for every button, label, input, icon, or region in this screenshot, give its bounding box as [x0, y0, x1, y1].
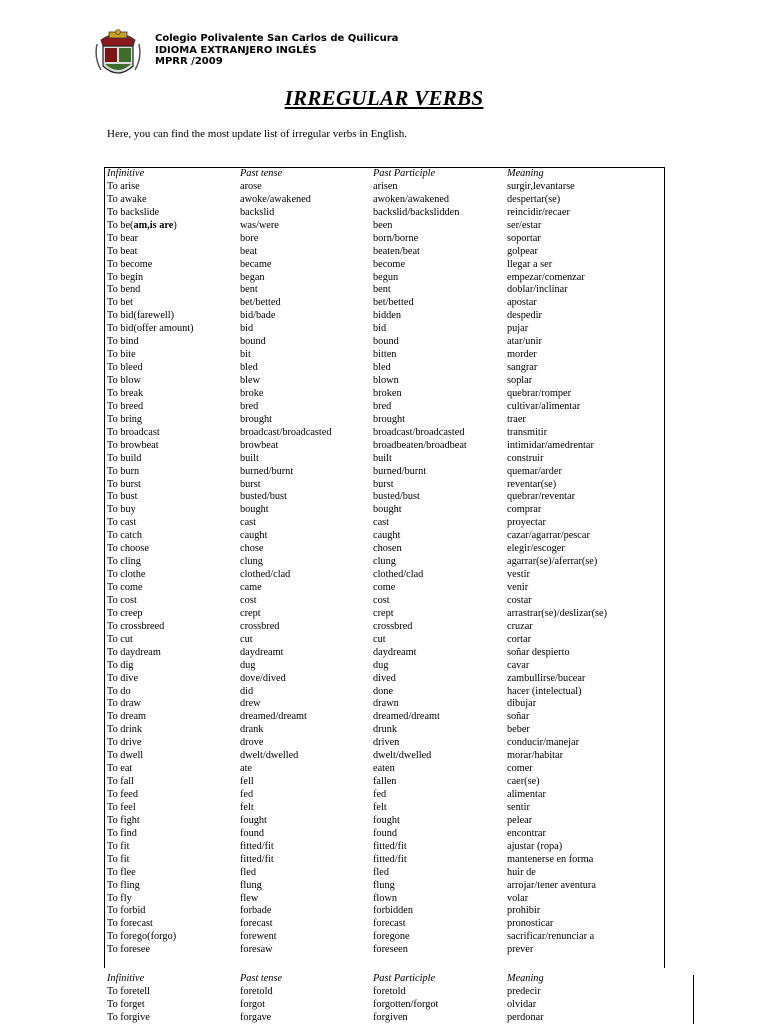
infinitive-cell: To bet	[107, 297, 133, 309]
meaning-cell: cazar/agarrar/pescar	[507, 530, 590, 542]
meaning-cell: alimentar	[507, 789, 546, 800]
past-tense-cell: chose	[240, 543, 264, 555]
past-participle-cell: dwelt/dwelled	[373, 750, 432, 762]
past-tense-cell: fell	[240, 776, 254, 788]
meaning-cell: quebrar/reventar	[507, 491, 576, 503]
meaning-cell: sentir	[507, 801, 530, 813]
meaning-cell: volar	[507, 892, 529, 904]
past-tense-cell: forgave	[240, 1011, 272, 1023]
meaning-cell: sacrificar/renunciar a	[507, 931, 595, 943]
past-participle-cell: blown	[373, 375, 399, 386]
meaning-cell: ser/estar	[507, 219, 542, 231]
infinitive-cell: To cling	[107, 556, 141, 568]
infinitive-cell: To bite	[107, 349, 136, 361]
meaning-cell: atar/unir	[507, 336, 542, 348]
past-tense-cell: was/were	[240, 219, 279, 231]
meaning-cell: comprar	[507, 504, 542, 516]
infinitive-text: To be(	[107, 219, 134, 231]
past-participle-cell: born/borne	[373, 232, 419, 244]
infinitive-cell: To cut	[107, 633, 133, 645]
infinitive-cell: To bid(farewell)	[107, 310, 175, 322]
past-participle-cell: fallen	[373, 776, 397, 788]
column-header: Meaning	[507, 168, 544, 179]
past-tense-cell: browbeat	[240, 439, 279, 451]
past-participle-cell: forbidden	[373, 905, 414, 917]
past-tense-cell: bid	[240, 323, 254, 335]
meaning-cell: quemar/arder	[507, 465, 562, 477]
infinitive-cell: To bid(offer amount)	[107, 323, 194, 335]
meaning-cell: reincidir/recaer	[507, 206, 570, 218]
past-tense-cell: ate	[240, 763, 253, 775]
infinitive-cell: To dream	[107, 711, 147, 723]
intro-text: Here, you can find the most update list of irregular verbs in English.	[107, 128, 407, 140]
meaning-cell: transmitir	[507, 426, 548, 438]
infinitive-cell: To feel	[107, 801, 136, 813]
infinitive-cell: To bind	[107, 336, 139, 348]
past-tense-cell: brought	[240, 413, 273, 425]
meaning-cell: intimidar/amedrentar	[507, 439, 594, 451]
past-tense-cell: fled	[240, 866, 257, 878]
meaning-cell: zambullirse/bucear	[507, 672, 586, 684]
past-tense-cell: bred	[240, 400, 259, 412]
infinitive-cell: To bring	[107, 413, 143, 425]
past-participle-cell: beaten/beat	[373, 245, 420, 257]
past-participle-cell: cast	[373, 517, 390, 529]
meaning-cell: pronosticar	[507, 918, 554, 930]
infinitive-cell: To cost	[107, 594, 137, 606]
school-info	[155, 33, 475, 68]
department: IDIOMA EXTRANJERO INGLÉS	[155, 44, 317, 56]
past-participle-cell: dreamed/dreamt	[373, 711, 440, 723]
meaning-cell: predecir	[507, 985, 541, 997]
past-participle-cell: felt	[373, 801, 387, 813]
past-tense-cell: busted/bust	[240, 491, 287, 503]
infinitive-cell: To eat	[107, 763, 133, 775]
past-participle-cell: built	[373, 452, 392, 464]
past-participle-cell: arisen	[373, 180, 398, 192]
meaning-cell: encontrar	[507, 827, 546, 839]
meaning-cell: pelear	[507, 814, 533, 826]
past-tense-cell: drove	[240, 737, 264, 749]
meaning-cell: quebrar/romper	[507, 387, 572, 399]
past-tense-cell: came	[240, 582, 262, 593]
infinitive-cell: To broadcast	[107, 426, 160, 438]
past-participle-cell: broken	[373, 387, 402, 399]
infinitive-cell: To dig	[107, 659, 134, 671]
meaning-cell: dibujar	[507, 698, 537, 710]
past-tense-cell: awoke/awakened	[240, 193, 311, 205]
infinitive-cell: To foretell	[107, 985, 151, 997]
infinitive-cell: To bust	[107, 491, 138, 503]
meaning-cell: cultivar/alimentar	[507, 400, 581, 412]
meaning-cell: sangrar	[507, 362, 538, 374]
infinitive-cell: To blow	[107, 375, 141, 386]
infinitive-cell: To forget	[107, 998, 145, 1010]
infinitive-cell: To burst	[107, 478, 141, 490]
past-participle-cell: brought	[373, 413, 406, 425]
infinitive-cell: To dive	[107, 672, 139, 684]
infinitive-cell: To come	[107, 582, 143, 593]
past-tense-cell: caught	[240, 530, 268, 542]
meaning-cell: cavar	[507, 659, 530, 671]
past-participle-cell: fitted/fit	[373, 853, 407, 865]
past-tense-cell: crept	[240, 607, 261, 619]
meaning-cell: olvidar	[507, 998, 537, 1010]
past-participle-cell: clothed/clad	[373, 569, 424, 581]
past-tense-cell: bid/bade	[240, 310, 276, 322]
infinitive-cell: To buy	[107, 504, 136, 516]
past-tense-cell: dove/dived	[240, 672, 286, 684]
past-tense-cell: daydreamt	[240, 646, 284, 658]
past-participle-cell: done	[373, 685, 394, 697]
past-participle-cell: bound	[373, 336, 399, 348]
past-tense-cell: foresaw	[240, 944, 273, 956]
past-participle-cell: foretold	[373, 985, 406, 997]
meaning-cell: soplar	[507, 375, 533, 386]
past-tense-cell: flung	[240, 879, 262, 891]
meaning-cell: llegar a ser	[507, 258, 553, 270]
past-tense-cell: burst	[240, 478, 261, 490]
past-participle-cell: come	[373, 582, 396, 593]
infinitive-cell: To fit	[107, 840, 130, 852]
meaning-cell: golpear	[507, 245, 538, 257]
meaning-cell: soñar	[507, 711, 530, 723]
past-tense-cell: bent	[240, 284, 258, 296]
meaning-cell: vestir	[507, 569, 530, 581]
past-participle-cell: dug	[373, 659, 389, 671]
meaning-cell: ajustar (ropa)	[507, 840, 563, 852]
infinitive-cell: To forecast	[107, 918, 153, 930]
meaning-cell: soñar despierto	[507, 646, 570, 658]
infinitive-cell: To begin	[107, 271, 144, 283]
infinitive-cell: To burn	[107, 465, 140, 477]
past-tense-cell: beat	[240, 245, 258, 257]
infinitive-cell: To clothe	[107, 569, 146, 581]
infinitive-cell: To forgive	[107, 1011, 150, 1023]
infinitive-cell: To awake	[107, 193, 147, 205]
meaning-cell: beber	[507, 724, 530, 736]
infinitive-cell: To feed	[107, 789, 139, 800]
past-tense-cell: bet/betted	[240, 297, 281, 309]
meaning-cell: arrastrar(se)/deslizar(se)	[507, 607, 608, 619]
infinitive-cell: To bear	[107, 232, 139, 244]
column-header: Infinitive	[107, 973, 145, 984]
meaning-cell: conducir/manejar	[507, 737, 580, 749]
infinitive-cell: To arise	[107, 180, 140, 192]
infinitive-cell: To bend	[107, 284, 141, 296]
column-header: Past Participle	[373, 973, 436, 984]
infinitive-cell: To bleed	[107, 362, 143, 374]
infinitive-cell: To do	[107, 685, 131, 697]
past-tense-cell: bought	[240, 504, 269, 516]
meaning-cell: despertar(se)	[507, 193, 561, 205]
past-tense-cell: forecast	[240, 918, 273, 930]
past-participle-cell: bidden	[373, 310, 402, 322]
infinitive-cell: To crossbreed	[107, 620, 165, 632]
infinitive-cell: To choose	[107, 543, 149, 555]
meaning-cell: perdonar	[507, 1011, 544, 1023]
meaning-cell: morar/habitar	[507, 750, 564, 762]
past-tense-cell: drank	[240, 724, 264, 736]
past-participle-cell: become	[373, 258, 406, 270]
past-tense-cell: fed	[240, 789, 254, 800]
past-participle-cell: drawn	[373, 698, 399, 710]
meaning-cell: apostar	[507, 297, 537, 309]
school-crest-logo	[95, 26, 141, 82]
margin-rule	[693, 975, 694, 1024]
past-participle-cell: bitten	[373, 349, 397, 361]
meaning-cell: cortar	[507, 633, 532, 645]
infinitive-cell: To foresee	[107, 944, 151, 956]
past-tense-cell: forbade	[240, 905, 272, 917]
past-tense-cell: bound	[240, 336, 266, 348]
past-participle-cell: cut	[373, 633, 386, 645]
meaning-cell: construir	[507, 452, 544, 464]
past-participle-cell: foreseen	[373, 944, 408, 956]
past-tense-cell: dug	[240, 659, 256, 671]
meaning-cell: despedir	[507, 310, 542, 322]
past-tense-cell: fitted/fit	[240, 840, 274, 852]
infinitive-cell	[107, 220, 177, 233]
past-participle-cell: backslid/backslidden	[373, 206, 460, 218]
past-participle-cell: begun	[373, 271, 399, 283]
meaning-cell: comer	[507, 763, 533, 775]
meaning-cell: surgir,levantarse	[507, 180, 575, 192]
meaning-cell: pujar	[507, 323, 529, 335]
past-participle-cell: eaten	[373, 763, 395, 775]
infinitive-cell: To forbid	[107, 905, 146, 917]
past-tense-cell: began	[240, 271, 265, 283]
meaning-cell: huir de	[507, 866, 536, 878]
infinitive-cell: To fall	[107, 776, 135, 788]
past-participle-cell: crossbred	[373, 620, 413, 632]
past-tense-cell: cast	[240, 517, 257, 529]
meaning-cell: mantenerse en forma	[507, 853, 594, 865]
past-participle-cell: fought	[373, 814, 400, 826]
infinitive-cell: To cast	[107, 517, 137, 529]
past-participle-cell: burned/burnt	[373, 465, 427, 477]
past-tense-cell: bit	[240, 349, 251, 361]
meaning-cell: cruzar	[507, 620, 533, 632]
infinitive-cell: To become	[107, 258, 153, 270]
past-tense-cell: forgot	[240, 998, 265, 1010]
past-tense-cell: flew	[240, 892, 259, 904]
infinitive-cell: To catch	[107, 530, 143, 542]
meaning-cell: elegir/escoger	[507, 543, 565, 555]
meaning-cell: empezar/comenzar	[507, 271, 585, 283]
past-participle-cell: caught	[373, 530, 401, 542]
past-tense-cell: built	[240, 452, 259, 464]
meaning-cell: reventar(se)	[507, 478, 557, 490]
infinitive-cell: To dwell	[107, 750, 144, 762]
column-header: Past Participle	[373, 168, 436, 179]
page-title: IRREGULAR VERBS	[284, 86, 484, 110]
infinitive-cell: To flee	[107, 866, 136, 878]
meaning-cell: prever	[507, 944, 534, 956]
past-tense-cell: broadcast/broadcasted	[240, 426, 332, 438]
infinitive-cell: To browbeat	[107, 439, 159, 451]
past-participle-cell: broadcast/broadcasted	[373, 426, 465, 438]
document-code: MPRR /2009	[155, 56, 223, 67]
column-header: Infinitive	[107, 168, 145, 179]
infinitive-tail: )	[173, 219, 177, 231]
infinitive-cell: To drive	[107, 737, 142, 749]
past-participle-cell: clung	[373, 556, 396, 568]
infinitive-cell: To find	[107, 827, 137, 839]
past-participle-cell: broadbeaten/broadbeat	[373, 439, 467, 451]
past-tense-cell: broke	[240, 387, 264, 399]
infinitive-cell: To break	[107, 387, 144, 399]
past-participle-cell: been	[373, 219, 393, 231]
infinitive-cell: To backslide	[107, 206, 160, 218]
past-tense-cell: fought	[240, 814, 267, 826]
meaning-cell: soportar	[507, 232, 541, 244]
past-participle-cell: chosen	[373, 543, 402, 555]
past-participle-cell: bet/betted	[373, 297, 414, 309]
past-tense-cell: cost	[240, 594, 257, 606]
infinitive-cell: To fling	[107, 879, 140, 891]
past-tense-cell: did	[240, 685, 254, 697]
meaning-cell: caer(se)	[507, 776, 540, 788]
past-participle-cell: found	[373, 827, 398, 839]
past-tense-cell: bore	[240, 232, 259, 244]
meaning-cell: traer	[507, 413, 526, 425]
past-participle-cell: driven	[373, 737, 400, 749]
past-tense-cell: found	[240, 827, 265, 839]
meaning-cell: agarrar(se)/aferrar(se)	[507, 556, 598, 568]
infinitive-cell: To beat	[107, 245, 138, 257]
past-participle-cell: foregone	[373, 931, 410, 943]
meaning-cell: morder	[507, 349, 537, 361]
meaning-cell: costar	[507, 594, 532, 606]
past-participle-cell: bled	[373, 362, 391, 374]
meaning-cell: venir	[507, 582, 529, 593]
meaning-cell: prohibir	[507, 905, 541, 917]
past-tense-cell: became	[240, 258, 272, 270]
past-tense-cell: burned/burnt	[240, 465, 294, 477]
past-tense-cell: dwelt/dwelled	[240, 750, 299, 762]
infinitive-cell: To creep	[107, 607, 143, 619]
infinitive-cell: To draw	[107, 698, 141, 710]
meaning-cell: hacer (intelectual)	[507, 685, 582, 697]
meaning-cell: arrojar/tener aventura	[507, 879, 596, 891]
past-tense-cell: drew	[240, 698, 261, 710]
past-tense-cell: crossbred	[240, 620, 280, 632]
past-participle-cell: bent	[373, 284, 391, 296]
past-participle-cell: bid	[373, 323, 387, 335]
past-participle-cell: flung	[373, 879, 395, 891]
past-participle-cell: burst	[373, 478, 394, 490]
past-tense-cell: bled	[240, 362, 258, 374]
past-tense-cell: forewent	[240, 931, 277, 943]
past-participle-cell: forecast	[373, 918, 406, 930]
past-tense-cell: cut	[240, 633, 253, 645]
infinitive-cell: To build	[107, 452, 142, 464]
past-participle-cell: forgiven	[373, 1011, 408, 1023]
past-participle-cell: busted/bust	[373, 491, 420, 503]
past-tense-cell: clothed/clad	[240, 569, 291, 581]
past-participle-cell: daydreamt	[373, 646, 417, 658]
past-participle-cell: bred	[373, 400, 392, 412]
past-tense-cell: clung	[240, 556, 263, 568]
infinitive-cell: To daydream	[107, 646, 161, 658]
column-header: Past tense	[240, 168, 283, 179]
past-tense-cell: dreamed/dreamt	[240, 711, 307, 723]
past-participle-cell: fled	[373, 866, 390, 878]
past-participle-cell: cost	[373, 594, 390, 606]
infinitive-forms: am,is are	[133, 219, 174, 231]
school-name: Colegio Polivalente San Carlos de Quilicura	[155, 33, 399, 44]
past-tense-cell: felt	[240, 801, 254, 813]
past-participle-cell: bought	[373, 504, 402, 516]
infinitive-cell: To fit	[107, 853, 130, 865]
infinitive-cell: To fly	[107, 892, 132, 904]
infinitive-cell: To breed	[107, 400, 144, 412]
past-participle-cell: dived	[373, 672, 396, 684]
past-tense-cell: blew	[240, 375, 261, 386]
past-participle-cell: crept	[373, 607, 394, 619]
past-participle-cell: drunk	[373, 724, 398, 736]
meaning-cell: proyectar	[507, 517, 546, 529]
past-participle-cell: fed	[373, 789, 387, 800]
meaning-cell: doblar/inclinar	[507, 284, 568, 296]
infinitive-cell: To fight	[107, 814, 140, 826]
past-participle-cell: fitted/fit	[373, 840, 407, 852]
past-tense-cell: arose	[240, 180, 262, 192]
past-participle-cell: forgotten/forgot	[373, 998, 439, 1010]
infinitive-cell: To drink	[107, 724, 143, 736]
past-tense-cell: fitted/fit	[240, 853, 274, 865]
column-header: Meaning	[507, 973, 544, 984]
past-participle-cell: awoken/awakened	[373, 193, 450, 205]
past-participle-cell: flown	[373, 892, 398, 904]
past-tense-cell: foretold	[240, 985, 273, 997]
past-tense-cell: backslid	[240, 206, 275, 218]
column-header: Past tense	[240, 973, 283, 984]
infinitive-cell: To forego(forgo)	[107, 931, 177, 943]
